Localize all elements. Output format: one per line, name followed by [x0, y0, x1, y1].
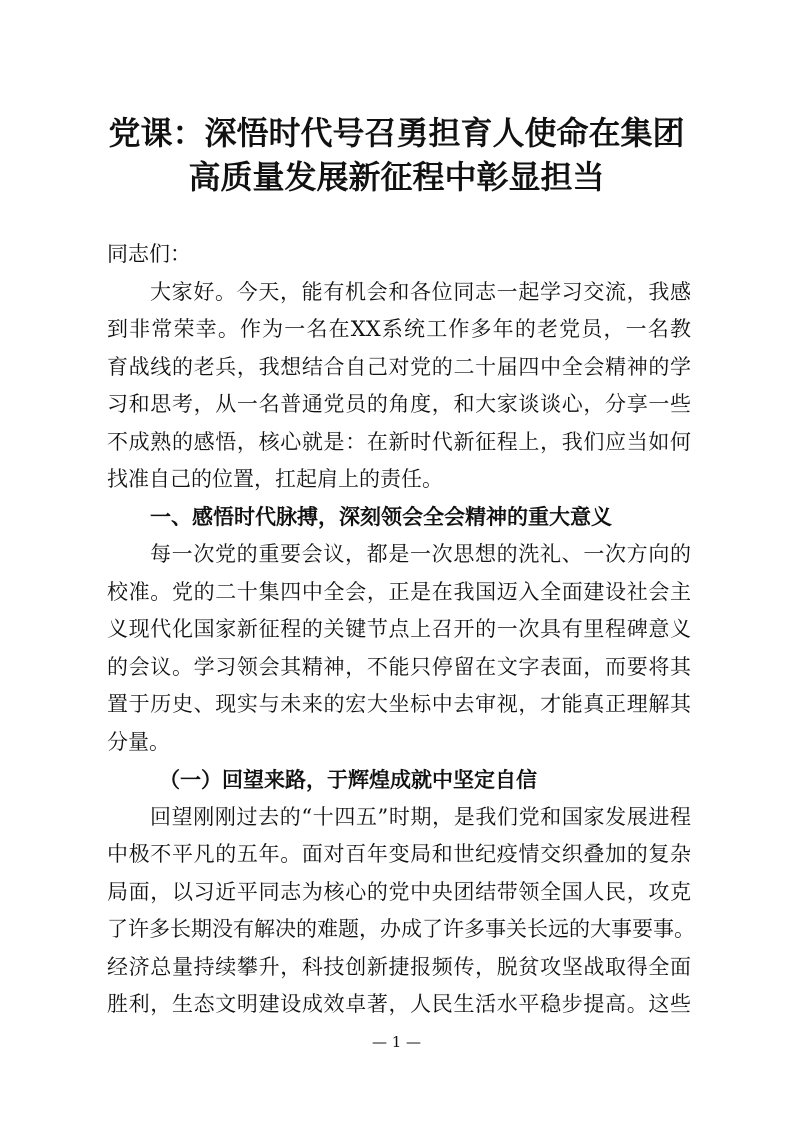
- text-line: 置于历史、现实与未来的宏大坐标中去审视，才能真正理解其: [107, 692, 691, 716]
- text-line: 中极不平凡的五年。面对百年变局和世纪疫情交织叠加的复杂: [107, 842, 691, 866]
- salutation: 同志们：: [107, 242, 191, 266]
- text-line: 经济总量持续攀升，科技创新捷报频传，脱贫攻坚战取得全面: [107, 954, 691, 979]
- document-body: [107, 236, 695, 1024]
- text-line: 育战线的老兵，我想结合自己对党的二十届四中全会精神的学: [107, 354, 691, 379]
- text-line: 大家好。今天，能有机会和各位同志一起学习交流，我感: [150, 279, 691, 304]
- text-line: 不成熟的感悟，核心就是：在新时代新征程上，我们应当如何: [107, 429, 691, 454]
- paragraph-2: [107, 536, 691, 761]
- section-heading-1: 一、感悟时代脉搏，深刻领会全会精神的重大意义: [150, 504, 612, 529]
- text-line: 回望刚刚过去的“十四五”时期，是我们党和国家发展进程: [150, 804, 691, 829]
- text-line: 的会议。学习领会其精神，不能只停留在文字表面，而要将其: [107, 654, 691, 679]
- text-line: 局面，以习近平同志为核心的党中央团结带领全国人民，攻克: [107, 879, 691, 904]
- paragraph-1: [107, 274, 691, 499]
- subsection-heading-1: （一）回望来路，于辉煌成就中坚定自信: [159, 767, 537, 792]
- text-line: 分量。: [107, 729, 170, 754]
- text-line: 每一次党的重要会议，都是一次思想的洗礼、一次方向的: [150, 542, 691, 566]
- document-title-line-2: 高质量发展新征程中彰显担当: [188, 158, 605, 196]
- paragraph-3: [107, 799, 695, 1024]
- text-line: 了许多长期没有解决的难题，办成了许多事关长远的大事要事。: [107, 917, 695, 941]
- document-title-line-1: 党课：深悟时代号召勇担育人使命在集团: [108, 114, 685, 152]
- text-line: 找准自己的位置，扛起肩上的责任。: [107, 467, 443, 491]
- text-line: 到非常荣幸。作为一名在XX系统工作多年的老党员，一名教: [107, 317, 691, 341]
- text-line: 校准。党的二十集四中全会，正是在我国迈入全面建设社会主: [107, 579, 691, 604]
- text-line: 习和思考，从一名普通党员的角度，和大家谈谈心，分享一些: [107, 392, 691, 416]
- text-line: 义现代化国家新征程的关键节点上召开的一次具有里程碑意义: [107, 617, 691, 641]
- page-number: — 1 —: [371, 1033, 422, 1051]
- text-line: 胜利，生态文明建设成效卓著，人民生活水平稳步提高。这些: [107, 992, 691, 1016]
